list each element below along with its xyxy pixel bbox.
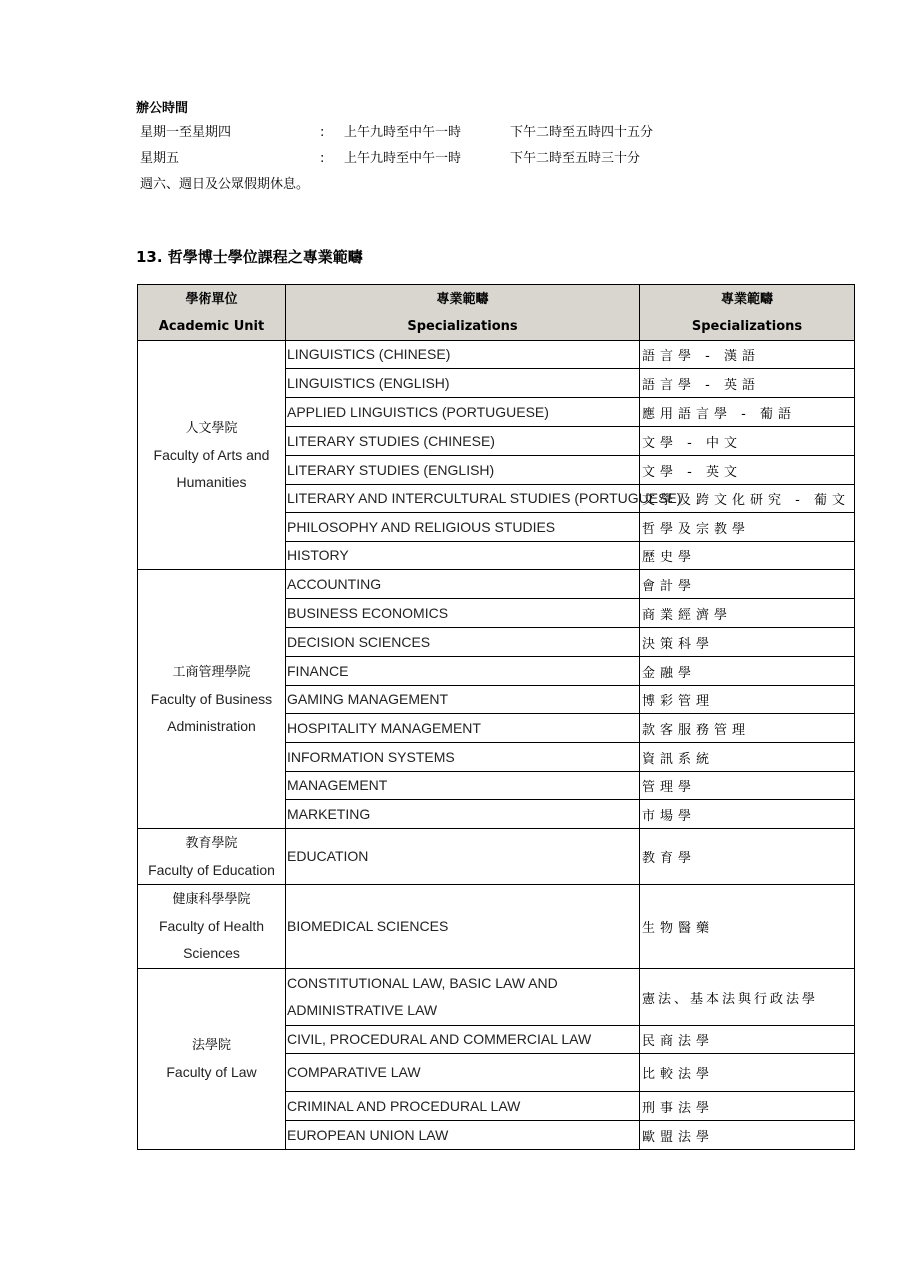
section-title: 13. 哲學博士學位課程之專業範疇 — [136, 248, 363, 266]
specialization-en: EDUCATION — [286, 829, 640, 885]
specialization-zh: 決策科學 — [640, 628, 855, 657]
specialization-en: LITERARY STUDIES (ENGLISH) — [286, 456, 640, 485]
specialization-en: CIVIL, PROCEDURAL AND COMMERCIAL LAW — [286, 1026, 640, 1054]
specialization-zh: 金融學 — [640, 657, 855, 686]
header-zh: 專業範疇 — [436, 291, 489, 307]
specialization-zh: 歐盟法學 — [640, 1121, 855, 1150]
office-hours — [136, 98, 836, 198]
specialization-zh: 管理學 — [640, 772, 855, 800]
academic-unit-en: Faculty of Health Sciences — [158, 918, 265, 961]
academic-unit-zh: 健康科學學院 — [172, 892, 251, 907]
office-hours-morning: 上午九時至中午一時 — [344, 151, 462, 166]
specialization-en: DECISION SCIENCES — [286, 628, 640, 657]
table-row — [138, 885, 855, 969]
academic-unit-zh: 人文學院 — [185, 420, 238, 436]
academic-unit-zh: 教育學院 — [185, 835, 238, 851]
specialization-zh: 語言學 - 漢語 — [640, 341, 855, 369]
academic-unit-cell — [138, 341, 286, 570]
header-en: Specializations — [407, 318, 518, 334]
academic-unit-en: Faculty of Arts and Humanities — [153, 446, 270, 490]
table-row — [138, 341, 855, 369]
specialization-en: LITERARY STUDIES (CHINESE) — [286, 427, 640, 456]
specialization-en: CRIMINAL AND PROCEDURAL LAW — [286, 1092, 640, 1121]
header-zh: 學術單位 — [185, 291, 238, 307]
header-zh: 專業範疇 — [720, 291, 773, 307]
academic-unit-cell — [138, 969, 286, 1150]
specialization-zh: 教育學 — [640, 829, 855, 885]
specialization-zh: 商業經濟學 — [640, 599, 855, 628]
academic-unit-en: Faculty of Law — [166, 1064, 257, 1080]
specialization-en: CONSTITUTIONAL LAW, BASIC LAW AND ADMINISTRATIVE LAW — [286, 969, 640, 1026]
academic-unit-cell — [138, 829, 286, 885]
office-hours-day: 星期五 — [140, 151, 180, 166]
specialization-en: BUSINESS ECONOMICS — [286, 599, 640, 628]
specialization-zh: 憲法、基本法與行政法學 — [640, 969, 855, 1026]
specialization-en: LITERARY AND INTERCULTURAL STUDIES (PORTUGUESE) — [286, 485, 640, 513]
office-hours-afternoon: 下午二時至五時四十五分 — [510, 125, 654, 140]
academic-unit-cell — [138, 570, 286, 829]
header-en: Specializations — [691, 318, 803, 334]
specialization-zh: 語言學 - 英語 — [640, 369, 855, 398]
specialization-zh: 文學 - 中文 — [640, 427, 855, 456]
specialization-zh: 民商法學 — [640, 1026, 855, 1054]
specialization-zh: 比較法學 — [640, 1054, 855, 1092]
specialization-zh: 博彩管理 — [640, 686, 855, 714]
table-body — [138, 341, 855, 1150]
specialization-en: MANAGEMENT — [286, 772, 640, 800]
specialization-en: GAMING MANAGEMENT — [286, 686, 640, 714]
specialization-zh: 市場學 — [640, 800, 855, 829]
header-en: Academic Unit — [158, 318, 265, 334]
academic-unit-zh: 工商管理學院 — [172, 664, 251, 680]
specialization-zh: 文學 - 英文 — [640, 456, 855, 485]
specialization-en: FINANCE — [286, 657, 640, 686]
table-header-row — [138, 285, 855, 341]
office-hours-colon: : — [320, 125, 325, 140]
specialization-en: APPLIED LINGUISTICS (PORTUGUESE) — [286, 398, 640, 427]
academic-unit-en: Faculty of Business Administration — [150, 690, 273, 734]
specialization-zh: 款客服務管理 — [640, 714, 855, 743]
specializations-table — [137, 284, 855, 1150]
academic-unit-cell — [138, 885, 286, 969]
office-hours-colon: : — [320, 151, 325, 166]
table-row — [138, 570, 855, 599]
office-hours-morning: 上午九時至中午一時 — [344, 125, 462, 140]
specialization-en: ACCOUNTING — [286, 570, 640, 599]
header-specializations-en — [286, 285, 640, 341]
specialization-en: EUROPEAN UNION LAW — [286, 1121, 640, 1150]
office-hours-note: 週六、週日及公眾假期休息。 — [140, 177, 310, 192]
specialization-zh: 哲學及宗教學 — [640, 513, 855, 542]
specialization-en: INFORMATION SYSTEMS — [286, 743, 640, 772]
specialization-en: LINGUISTICS (CHINESE) — [286, 341, 640, 369]
office-hours-title: 辦公時間 — [136, 101, 189, 116]
specialization-zh: 歷史學 — [640, 542, 855, 570]
office-hours-row — [136, 120, 836, 146]
academic-unit-en: Faculty of Education — [148, 861, 275, 878]
academic-unit-zh: 法學院 — [191, 1038, 231, 1053]
office-hours-afternoon: 下午二時至五時三十分 — [510, 151, 641, 166]
specialization-en: MARKETING — [286, 800, 640, 829]
specialization-zh: 刑事法學 — [640, 1092, 855, 1121]
specialization-zh: 應用語言學 - 葡語 — [640, 398, 855, 427]
specialization-en: HOSPITALITY MANAGEMENT — [286, 714, 640, 743]
specialization-en: COMPARATIVE LAW — [286, 1054, 640, 1092]
specialization-en: LINGUISTICS (ENGLISH) — [286, 369, 640, 398]
specialization-en: PHILOSOPHY AND RELIGIOUS STUDIES — [286, 513, 640, 542]
table-row — [138, 829, 855, 885]
header-specializations-zh — [640, 285, 855, 341]
office-hours-row — [136, 146, 836, 172]
table-row — [138, 969, 855, 1026]
header-academic-unit — [138, 285, 286, 341]
specialization-zh: 資訊系統 — [640, 743, 855, 772]
specialization-en: HISTORY — [286, 542, 640, 570]
specialization-zh: 生物醫藥 — [640, 885, 855, 969]
specialization-en: BIOMEDICAL SCIENCES — [286, 885, 640, 969]
office-hours-day: 星期一至星期四 — [140, 125, 232, 140]
specialization-zh: 文學及跨文化研究 - 葡文 — [640, 485, 855, 513]
specialization-zh: 會計學 — [640, 570, 855, 599]
